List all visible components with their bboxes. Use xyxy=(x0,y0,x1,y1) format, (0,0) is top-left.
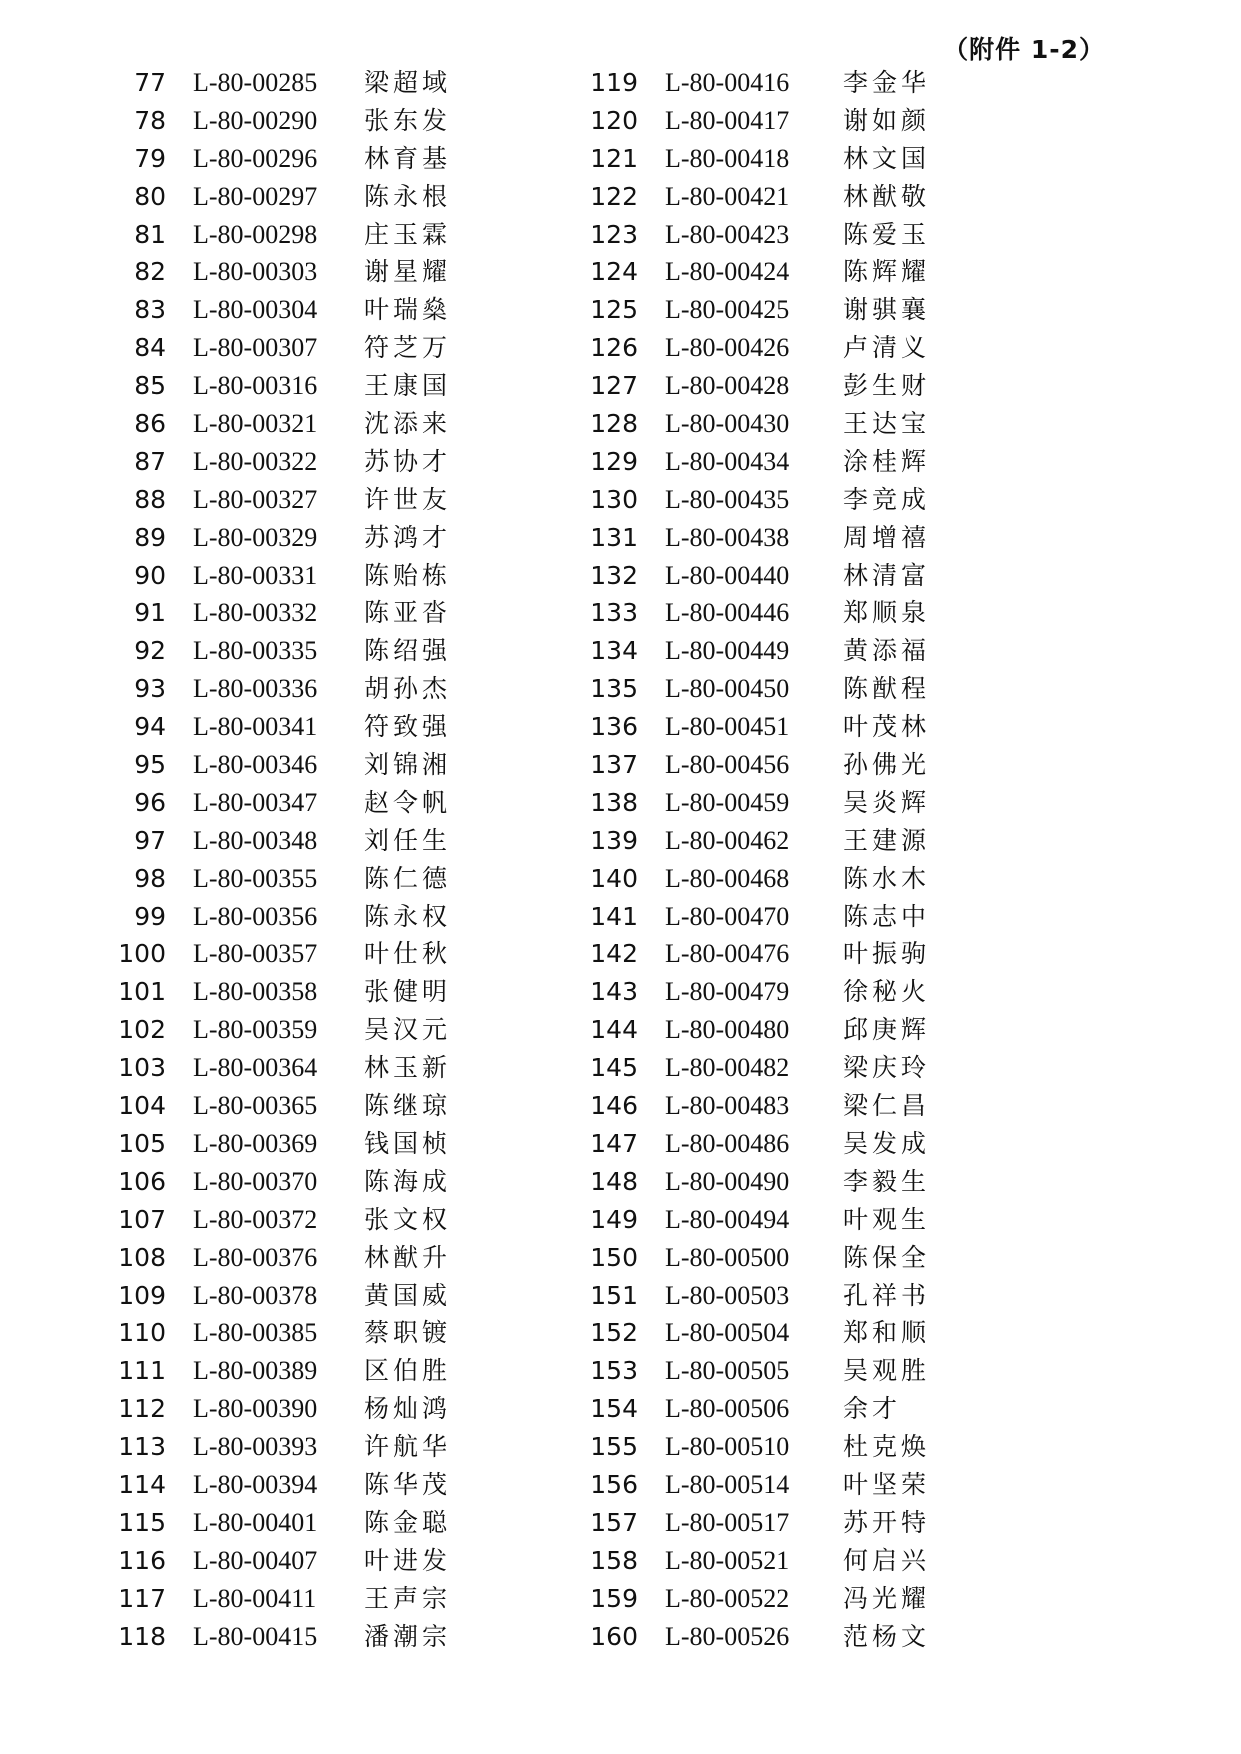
row-number: 158 xyxy=(590,1545,638,1575)
list-item xyxy=(0,1352,1000,1390)
person-name: 许航华 xyxy=(364,1432,452,1462)
person-name: 吴炎辉 xyxy=(843,787,931,817)
registration-code: L-80-00500 xyxy=(665,1242,790,1272)
person-name: 谢星耀 xyxy=(364,257,452,287)
list-item xyxy=(0,1314,1000,1352)
row-number: 89 xyxy=(134,522,166,552)
person-name: 谢如颜 xyxy=(843,105,931,135)
list-item xyxy=(0,973,1000,1011)
person-name: 沈添来 xyxy=(364,409,452,439)
person-name: 区伯胜 xyxy=(364,1356,452,1386)
row-number: 108 xyxy=(118,1242,166,1272)
person-name: 林文国 xyxy=(843,143,931,173)
person-name: 郑和顺 xyxy=(843,1318,931,1348)
list-item xyxy=(0,405,1000,443)
person-name: 何启兴 xyxy=(843,1545,931,1575)
row-number: 131 xyxy=(590,522,638,552)
row-number: 119 xyxy=(590,68,638,97)
row-number: 98 xyxy=(134,863,166,893)
person-name: 涂桂辉 xyxy=(843,446,931,476)
list-item xyxy=(0,253,1000,291)
person-name: 叶茂林 xyxy=(843,712,931,742)
list-item xyxy=(0,670,1000,708)
row-number: 112 xyxy=(118,1394,166,1424)
registration-code: L-80-00440 xyxy=(665,560,790,590)
list-item xyxy=(0,443,1000,481)
registration-code: L-80-00430 xyxy=(665,409,790,439)
person-name: 叶瑞燊 xyxy=(364,295,452,325)
row-number: 105 xyxy=(118,1128,166,1158)
person-name: 梁庆玲 xyxy=(843,1053,931,1083)
list-item xyxy=(0,1504,1000,1542)
registration-code: L-80-00336 xyxy=(193,674,318,704)
right-column xyxy=(0,64,1000,1655)
row-number: 77 xyxy=(134,68,166,97)
registration-code: L-80-00359 xyxy=(193,1015,318,1045)
registration-code: L-80-00369 xyxy=(193,1128,318,1158)
person-name: 余才 xyxy=(843,1394,902,1424)
row-number: 116 xyxy=(118,1545,166,1575)
person-name: 林清富 xyxy=(843,560,931,590)
person-name: 林猷升 xyxy=(364,1242,452,1272)
list-item xyxy=(0,216,1000,254)
registration-code: L-80-00355 xyxy=(193,863,318,893)
row-number: 91 xyxy=(134,598,166,628)
registration-code: L-80-00438 xyxy=(665,522,790,552)
person-name: 孙佛光 xyxy=(843,750,931,780)
row-number: 120 xyxy=(590,105,638,135)
registration-code: L-80-00482 xyxy=(665,1053,790,1083)
row-number: 124 xyxy=(590,257,638,287)
row-number: 151 xyxy=(590,1280,638,1310)
person-name: 徐秘火 xyxy=(843,977,931,1007)
row-number: 85 xyxy=(134,371,166,401)
registration-code: L-80-00401 xyxy=(193,1507,318,1537)
list-item xyxy=(0,746,1000,784)
registration-code: L-80-00522 xyxy=(665,1583,790,1613)
list-item xyxy=(0,329,1000,367)
registration-code: L-80-00335 xyxy=(193,636,318,666)
person-name: 孔祥书 xyxy=(843,1280,931,1310)
row-number: 87 xyxy=(134,446,166,476)
registration-code: L-80-00494 xyxy=(665,1204,790,1234)
person-name: 陈猷程 xyxy=(843,674,931,704)
person-name: 吴汉元 xyxy=(364,1015,452,1045)
person-name: 符芝万 xyxy=(364,333,452,363)
registration-code: L-80-00486 xyxy=(665,1128,790,1158)
row-number: 79 xyxy=(134,143,166,173)
person-name: 王声宗 xyxy=(364,1583,452,1613)
list-item xyxy=(0,140,1000,178)
registration-code: L-80-00298 xyxy=(193,219,318,249)
registration-code: L-80-00347 xyxy=(193,787,318,817)
person-name: 彭生财 xyxy=(843,371,931,401)
row-number: 103 xyxy=(118,1053,166,1083)
row-number: 159 xyxy=(590,1583,638,1613)
registration-code: L-80-00416 xyxy=(665,68,790,97)
person-name: 王康国 xyxy=(364,371,452,401)
row-number: 82 xyxy=(134,257,166,287)
row-number: 144 xyxy=(590,1015,638,1045)
person-name: 叶振驹 xyxy=(843,939,931,969)
row-number: 155 xyxy=(590,1432,638,1462)
registration-code: L-80-00370 xyxy=(193,1166,318,1196)
registration-code: L-80-00389 xyxy=(193,1356,318,1386)
row-number: 142 xyxy=(590,939,638,969)
list-item xyxy=(0,367,1000,405)
registration-code: L-80-00417 xyxy=(665,105,790,135)
list-item xyxy=(0,860,1000,898)
registration-code: L-80-00365 xyxy=(193,1091,318,1121)
registration-code: L-80-00462 xyxy=(665,825,790,855)
person-name: 张东发 xyxy=(364,105,452,135)
row-number: 146 xyxy=(590,1091,638,1121)
row-number: 96 xyxy=(134,787,166,817)
list-item xyxy=(0,708,1000,746)
person-name: 陈辉耀 xyxy=(843,257,931,287)
registration-code: L-80-00327 xyxy=(193,484,318,514)
row-number: 115 xyxy=(118,1507,166,1537)
row-number: 80 xyxy=(134,181,166,211)
registration-code: L-80-00307 xyxy=(193,333,318,363)
registration-code: L-80-00285 xyxy=(193,68,318,97)
registration-code: L-80-00426 xyxy=(665,333,790,363)
person-name: 陈爱玉 xyxy=(843,219,931,249)
row-number: 160 xyxy=(590,1621,638,1651)
list-item xyxy=(0,1087,1000,1125)
person-name: 苏鸿才 xyxy=(364,522,452,552)
row-number: 154 xyxy=(590,1394,638,1424)
row-number: 132 xyxy=(590,560,638,590)
list-item xyxy=(0,64,1000,102)
row-number: 83 xyxy=(134,295,166,325)
registration-code: L-80-00468 xyxy=(665,863,790,893)
list-item xyxy=(0,1390,1000,1428)
row-number: 125 xyxy=(590,295,638,325)
person-name: 林育基 xyxy=(364,143,452,173)
registration-code: L-80-00504 xyxy=(665,1318,790,1348)
registration-code: L-80-00470 xyxy=(665,901,790,931)
list-item xyxy=(0,1542,1000,1580)
person-name: 陈华茂 xyxy=(364,1469,452,1499)
registration-code: L-80-00329 xyxy=(193,522,318,552)
list-item xyxy=(0,557,1000,595)
row-number: 138 xyxy=(590,787,638,817)
row-number: 152 xyxy=(590,1318,638,1348)
row-number: 128 xyxy=(590,409,638,439)
registration-code: L-80-00393 xyxy=(193,1432,318,1462)
list-item xyxy=(0,1011,1000,1049)
row-number: 122 xyxy=(590,181,638,211)
list-item xyxy=(0,822,1000,860)
row-number: 114 xyxy=(118,1469,166,1499)
row-number: 101 xyxy=(118,977,166,1007)
registration-code: L-80-00322 xyxy=(193,446,318,476)
person-name: 陈永根 xyxy=(364,181,452,211)
registration-code: L-80-00423 xyxy=(665,219,790,249)
registration-code: L-80-00505 xyxy=(665,1356,790,1386)
person-name: 张健明 xyxy=(364,977,452,1007)
registration-code: L-80-00449 xyxy=(665,636,790,666)
row-number: 127 xyxy=(590,371,638,401)
person-name: 梁仁昌 xyxy=(843,1091,931,1121)
person-name: 黄国威 xyxy=(364,1280,452,1310)
person-name: 苏协才 xyxy=(364,446,452,476)
attachment-label: （附件 1-2） xyxy=(943,35,1105,64)
person-name: 陈金聪 xyxy=(364,1507,452,1537)
registration-code: L-80-00435 xyxy=(665,484,790,514)
person-name: 陈亚沓 xyxy=(364,598,452,628)
row-number: 95 xyxy=(134,750,166,780)
registration-code: L-80-00510 xyxy=(665,1432,790,1462)
row-number: 118 xyxy=(118,1621,166,1651)
list-item xyxy=(0,594,1000,632)
list-item xyxy=(0,935,1000,973)
list-item xyxy=(0,178,1000,216)
list-item xyxy=(0,519,1000,557)
registration-code: L-80-00421 xyxy=(665,181,790,211)
person-name: 李竞成 xyxy=(843,484,931,514)
list-item xyxy=(0,1239,1000,1277)
registration-code: L-80-00514 xyxy=(665,1469,790,1499)
list-item xyxy=(0,1618,1000,1656)
row-number: 94 xyxy=(134,712,166,742)
person-name: 赵令帆 xyxy=(364,787,452,817)
registration-code: L-80-00321 xyxy=(193,409,318,439)
registration-code: L-80-00451 xyxy=(665,712,790,742)
person-name: 陈海成 xyxy=(364,1166,452,1196)
person-name: 杜克焕 xyxy=(843,1432,931,1462)
row-number: 106 xyxy=(118,1166,166,1196)
registration-code: L-80-00480 xyxy=(665,1015,790,1045)
person-name: 黄添福 xyxy=(843,636,931,666)
row-number: 129 xyxy=(590,446,638,476)
registration-code: L-80-00341 xyxy=(193,712,318,742)
row-number: 136 xyxy=(590,712,638,742)
registration-code: L-80-00357 xyxy=(193,939,318,969)
registration-code: L-80-00407 xyxy=(193,1545,318,1575)
registration-code: L-80-00385 xyxy=(193,1318,318,1348)
row-number: 97 xyxy=(134,825,166,855)
person-name: 邱庚辉 xyxy=(843,1015,931,1045)
registration-code: L-80-00346 xyxy=(193,750,318,780)
row-number: 157 xyxy=(590,1507,638,1537)
row-number: 150 xyxy=(590,1242,638,1272)
person-name: 叶进发 xyxy=(364,1545,452,1575)
list-item xyxy=(0,1201,1000,1239)
person-name: 胡孙杰 xyxy=(364,674,452,704)
list-item xyxy=(0,481,1000,519)
row-number: 121 xyxy=(590,143,638,173)
list-item xyxy=(0,1580,1000,1618)
registration-code: L-80-00303 xyxy=(193,257,318,287)
person-name: 王达宝 xyxy=(843,409,931,439)
row-number: 104 xyxy=(118,1091,166,1121)
person-name: 王建源 xyxy=(843,825,931,855)
person-name: 陈贻栋 xyxy=(364,560,452,590)
registration-code: L-80-00358 xyxy=(193,977,318,1007)
registration-code: L-80-00479 xyxy=(665,977,790,1007)
row-number: 141 xyxy=(590,901,638,931)
registration-code: L-80-00506 xyxy=(665,1394,790,1424)
person-name: 陈仁德 xyxy=(364,863,452,893)
row-number: 153 xyxy=(590,1356,638,1386)
row-number: 111 xyxy=(118,1356,166,1386)
row-number: 147 xyxy=(590,1128,638,1158)
person-name: 郑顺泉 xyxy=(843,598,931,628)
row-number: 90 xyxy=(134,560,166,590)
row-number: 109 xyxy=(118,1280,166,1310)
row-number: 139 xyxy=(590,825,638,855)
registration-code: L-80-00521 xyxy=(665,1545,790,1575)
row-number: 133 xyxy=(590,598,638,628)
person-name: 张文权 xyxy=(364,1204,452,1234)
row-number: 84 xyxy=(134,333,166,363)
person-name: 吴发成 xyxy=(843,1128,931,1158)
registration-code: L-80-00476 xyxy=(665,939,790,969)
person-name: 庄玉霖 xyxy=(364,219,452,249)
registration-code: L-80-00290 xyxy=(193,105,318,135)
person-name: 陈永权 xyxy=(364,901,452,931)
list-item xyxy=(0,1049,1000,1087)
registration-code: L-80-00364 xyxy=(193,1053,318,1083)
list-item xyxy=(0,291,1000,329)
registration-code: L-80-00332 xyxy=(193,598,318,628)
registration-code: L-80-00459 xyxy=(665,787,790,817)
row-number: 78 xyxy=(134,105,166,135)
registration-code: L-80-00503 xyxy=(665,1280,790,1310)
person-name: 陈绍强 xyxy=(364,636,452,666)
person-name: 许世友 xyxy=(364,484,452,514)
row-number: 113 xyxy=(118,1432,166,1462)
row-number: 81 xyxy=(134,219,166,249)
list-item xyxy=(0,784,1000,822)
person-name: 李毅生 xyxy=(843,1166,931,1196)
person-name: 陈水木 xyxy=(843,863,931,893)
registration-code: L-80-00415 xyxy=(193,1621,318,1651)
list-item xyxy=(0,102,1000,140)
registration-code: L-80-00297 xyxy=(193,181,318,211)
registration-code: L-80-00456 xyxy=(665,750,790,780)
registration-code: L-80-00376 xyxy=(193,1242,318,1272)
row-number: 145 xyxy=(590,1053,638,1083)
person-name: 谢骐襄 xyxy=(843,295,931,325)
row-number: 156 xyxy=(590,1469,638,1499)
row-number: 100 xyxy=(118,939,166,969)
row-number: 126 xyxy=(590,333,638,363)
row-number: 107 xyxy=(118,1204,166,1234)
registration-code: L-80-00418 xyxy=(665,143,790,173)
row-number: 92 xyxy=(134,636,166,666)
person-name: 刘任生 xyxy=(364,825,452,855)
row-number: 88 xyxy=(134,484,166,514)
person-name: 符致强 xyxy=(364,712,452,742)
person-name: 卢清义 xyxy=(843,333,931,363)
registration-code: L-80-00378 xyxy=(193,1280,318,1310)
person-name: 潘潮宗 xyxy=(364,1621,452,1651)
person-name: 吴观胜 xyxy=(843,1356,931,1386)
person-name: 蔡职镀 xyxy=(364,1318,452,1348)
person-name: 范杨文 xyxy=(843,1621,931,1651)
registration-code: L-80-00356 xyxy=(193,901,318,931)
registration-code: L-80-00446 xyxy=(665,598,790,628)
row-number: 135 xyxy=(590,674,638,704)
row-number: 99 xyxy=(134,901,166,931)
registration-code: L-80-00490 xyxy=(665,1166,790,1196)
person-name: 杨灿鸿 xyxy=(364,1394,452,1424)
person-name: 叶仕秋 xyxy=(364,939,452,969)
row-number: 148 xyxy=(590,1166,638,1196)
list-item xyxy=(0,632,1000,670)
list-item xyxy=(0,1428,1000,1466)
person-name: 林玉新 xyxy=(364,1053,452,1083)
person-name: 苏开特 xyxy=(843,1507,931,1537)
person-name: 陈继琼 xyxy=(364,1091,452,1121)
registration-code: L-80-00348 xyxy=(193,825,318,855)
registration-code: L-80-00411 xyxy=(193,1583,317,1613)
registration-code: L-80-00526 xyxy=(665,1621,790,1651)
registration-code: L-80-00425 xyxy=(665,295,790,325)
registration-code: L-80-00304 xyxy=(193,295,318,325)
list-item xyxy=(0,1125,1000,1163)
row-number: 134 xyxy=(590,636,638,666)
row-number: 86 xyxy=(134,409,166,439)
registration-code: L-80-00517 xyxy=(665,1507,790,1537)
person-name: 陈志中 xyxy=(843,901,931,931)
list-item xyxy=(0,1277,1000,1315)
person-name: 刘锦湘 xyxy=(364,750,452,780)
row-number: 149 xyxy=(590,1204,638,1234)
registration-code: L-80-00316 xyxy=(193,371,318,401)
person-name: 林猷敬 xyxy=(843,181,931,211)
registration-code: L-80-00450 xyxy=(665,674,790,704)
row-number: 117 xyxy=(118,1583,166,1613)
list-item xyxy=(0,898,1000,936)
row-number: 93 xyxy=(134,674,166,704)
row-number: 123 xyxy=(590,219,638,249)
person-name: 李金华 xyxy=(843,68,931,97)
registration-code: L-80-00428 xyxy=(665,371,790,401)
person-name: 钱国桢 xyxy=(364,1128,452,1158)
person-name: 梁超域 xyxy=(364,68,452,97)
registration-code: L-80-00424 xyxy=(665,257,790,287)
registration-code: L-80-00331 xyxy=(193,560,318,590)
person-name: 陈保全 xyxy=(843,1242,931,1272)
registration-code: L-80-00390 xyxy=(193,1394,318,1424)
row-number: 143 xyxy=(590,977,638,1007)
row-number: 110 xyxy=(118,1318,166,1348)
registration-code: L-80-00434 xyxy=(665,446,790,476)
row-number: 102 xyxy=(118,1015,166,1045)
person-name: 冯光耀 xyxy=(843,1583,931,1613)
row-number: 130 xyxy=(590,484,638,514)
list-item xyxy=(0,1466,1000,1504)
person-name: 叶观生 xyxy=(843,1204,931,1234)
registration-code: L-80-00372 xyxy=(193,1204,318,1234)
row-number: 137 xyxy=(590,750,638,780)
person-name: 叶坚荣 xyxy=(843,1469,931,1499)
list-item xyxy=(0,1163,1000,1201)
registration-code: L-80-00483 xyxy=(665,1091,790,1121)
registration-code: L-80-00394 xyxy=(193,1469,318,1499)
person-name: 周增禧 xyxy=(843,522,931,552)
row-number: 140 xyxy=(590,863,638,893)
registration-code: L-80-00296 xyxy=(193,143,318,173)
